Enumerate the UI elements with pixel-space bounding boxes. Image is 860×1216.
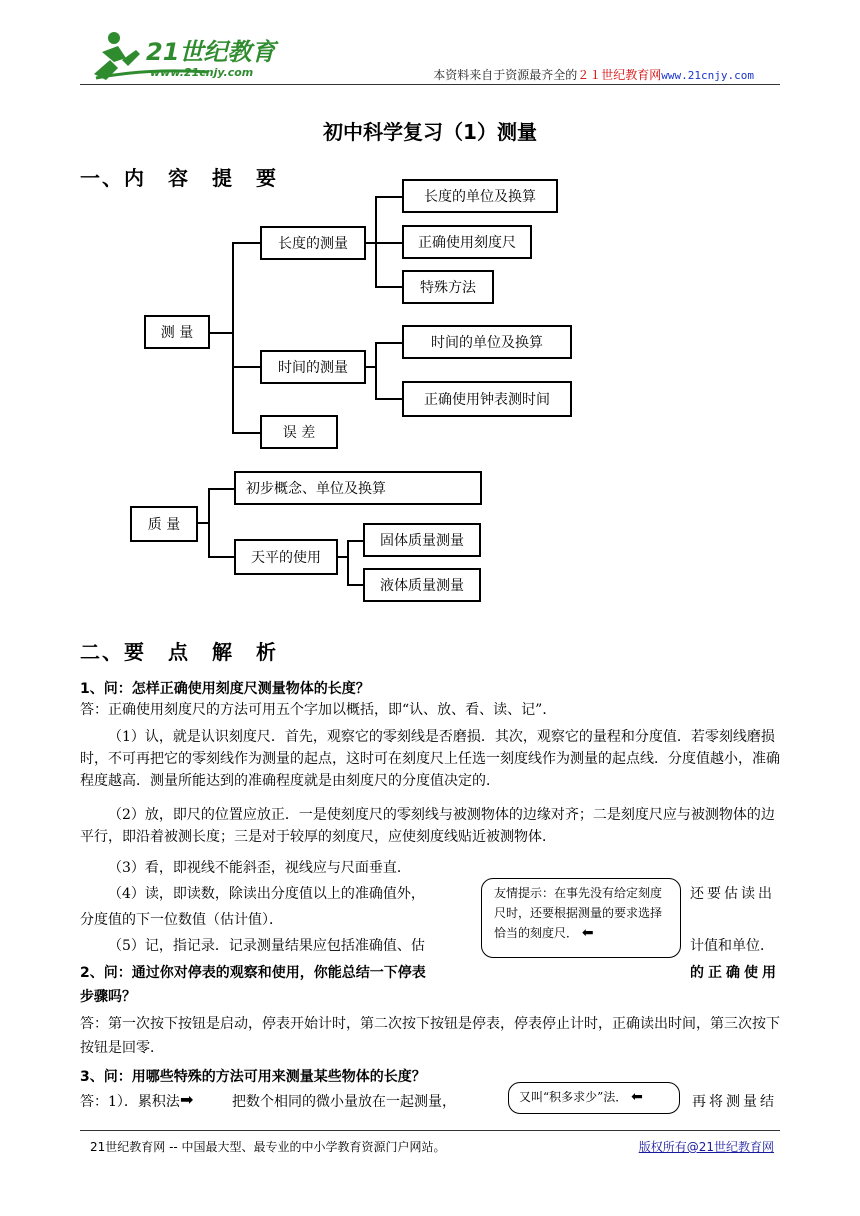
tree-node-ruler-use: 正确使用刻度尺 [402, 225, 532, 259]
tree-connector [375, 342, 377, 400]
tree-node-length: 长度的测量 [260, 226, 366, 260]
arrow-right-icon: ➡ [180, 1090, 194, 1109]
answer-1: 答：正确使用刻度尺的方法可用五个字加以概括，即“认、放、看、读、记”． [80, 702, 557, 718]
tree-connector [347, 584, 363, 586]
tree-connector [375, 342, 403, 344]
header-note [433, 66, 754, 83]
tree-node-mass: 质 量 [130, 506, 198, 542]
tree-connector [375, 196, 403, 198]
arrow-left-icon: ⬅ [581, 925, 594, 941]
tree-node-length-units: 长度的单位及换算 [402, 179, 558, 213]
site-logo [88, 28, 288, 84]
tip-text-ruler: 友情提示：在事先没有给定刻度尺时，还要根据测量的要求选择恰当的刻度尺． [494, 886, 663, 940]
tree-connector [375, 286, 403, 288]
tree-node-clock-use: 正确使用钟表测时间 [402, 381, 572, 417]
tree-connector [347, 540, 363, 542]
paragraph-look: （3）看，即视线不能斜歪，视线应与尺面垂直． [108, 860, 411, 876]
tree-connector [375, 398, 403, 400]
tree-node-mass-concept: 初步概念、单位及换算 [234, 471, 482, 505]
tree-connector [375, 242, 403, 244]
tip-bubble-ruler [481, 878, 681, 958]
tree-node-balance: 天平的使用 [234, 539, 338, 575]
logo-url: www.21cnjy.com [150, 66, 254, 79]
footer-divider [80, 1130, 780, 1131]
tree-connector [208, 556, 234, 558]
paragraph-record: （5）记，指记录．记录测量结果应包括准确值、估 [108, 938, 425, 954]
answer-2: 答：第一次按下按钮是启动，停表开始计时，第二次按下按钮是停表，停表停止计时，正确读出时间，第三次按下按钮是回零． [80, 1016, 780, 1056]
question-1: 1、问：怎样正确使用刻度尺测量物体的长度？ [80, 681, 370, 697]
tree-connector [232, 366, 260, 368]
tree-connector [208, 488, 234, 490]
question-2-cont: 步骤吗？ [80, 989, 136, 1005]
question-2-tail: 的正确使用 [690, 965, 780, 981]
header-divider [80, 84, 780, 85]
tip-bubble-accumulate [508, 1082, 680, 1114]
paragraph-read-cont: 分度值的下一位数值（估计值）． [80, 912, 283, 928]
tree-connector [232, 242, 260, 244]
answer-3-middle: 把数个相同的微小量放在一起测量， [232, 1094, 456, 1110]
tree-node-error: 误 差 [260, 415, 338, 449]
tree-node-liquid-mass: 液体质量测量 [363, 568, 481, 602]
tree-node-measurement: 测 量 [144, 315, 210, 349]
tree-node-solid-mass: 固体质量测量 [363, 523, 481, 557]
header-note-brand[interactable]: ２１世纪教育网 [577, 68, 662, 82]
tree-connector [232, 432, 260, 434]
section-heading-summary: 一、内 容 提 要 [80, 166, 278, 190]
tree-node-time-units: 时间的单位及换算 [402, 325, 572, 359]
paragraph-read: （4）读，即读数，除读出分度值以上的准确值外， [108, 886, 425, 902]
answer-3-tail: 再将测量结 [692, 1094, 777, 1110]
paragraph-recognize: （1）认，就是认识刻度尺．首先，观察它的零刻线是否磨损．其次，观察它的量程和分度值．若零刻线磨损时，不可再把它的零刻线作为测量的起点，这时可在刻度尺上任选一刻度线作为测量的起点线．分度值越小，准确程度越高．测量所能达到的准确程度就是由刻度尺的分度值决定的． [80, 729, 780, 789]
tree-node-time: 时间的测量 [260, 350, 366, 384]
tree-connector [208, 332, 233, 334]
question-3: 3、问：用哪些特殊的方法可用来测量某些物体的长度？ [80, 1069, 426, 1085]
header-note-prefix: 本资料来自于资源最齐全的 [433, 68, 578, 82]
question-2: 2、问：通过你对停表的观察和使用，你能总结一下停表 [80, 965, 426, 981]
tree-connector [208, 488, 210, 558]
tree-connector [347, 540, 349, 586]
arrow-left-icon: ⬅ [631, 1089, 643, 1105]
tree-connector [232, 242, 234, 434]
tree-node-special-methods: 特殊方法 [402, 270, 494, 304]
section-heading-analysis: 二、要 点 解 析 [80, 640, 278, 664]
footer-left: 21世纪教育网 -- 中国最大型、最专业的中小学教育资源门户网站。 [90, 1140, 446, 1154]
paragraph-record-tail: 计值和单位． [690, 938, 774, 954]
tip-text-accumulate: 又叫“积多求少”法． [519, 1090, 628, 1104]
header-note-url[interactable]: www.21cnjy.com [661, 69, 754, 82]
logo-wordmark: 21世纪教育 [146, 38, 276, 66]
paragraph-place: （2）放，即尺的位置应放正．一是使刻度尺的零刻线与被测物体的边缘对齐；二是刻度尺应与被测物体的边平行，即沿着被测长度；三是对于较厚的刻度尺，应使刻度线贴近被测物体． [80, 807, 775, 845]
answer-3-start: 答：1）．累积法 [80, 1094, 180, 1110]
footer-copyright-link[interactable]: 版权所有@21世纪教育网 [638, 1140, 774, 1154]
page-title: 初中科学复习（1）测量 [323, 120, 537, 144]
paragraph-read-tail: 还要估读出 [690, 886, 775, 902]
